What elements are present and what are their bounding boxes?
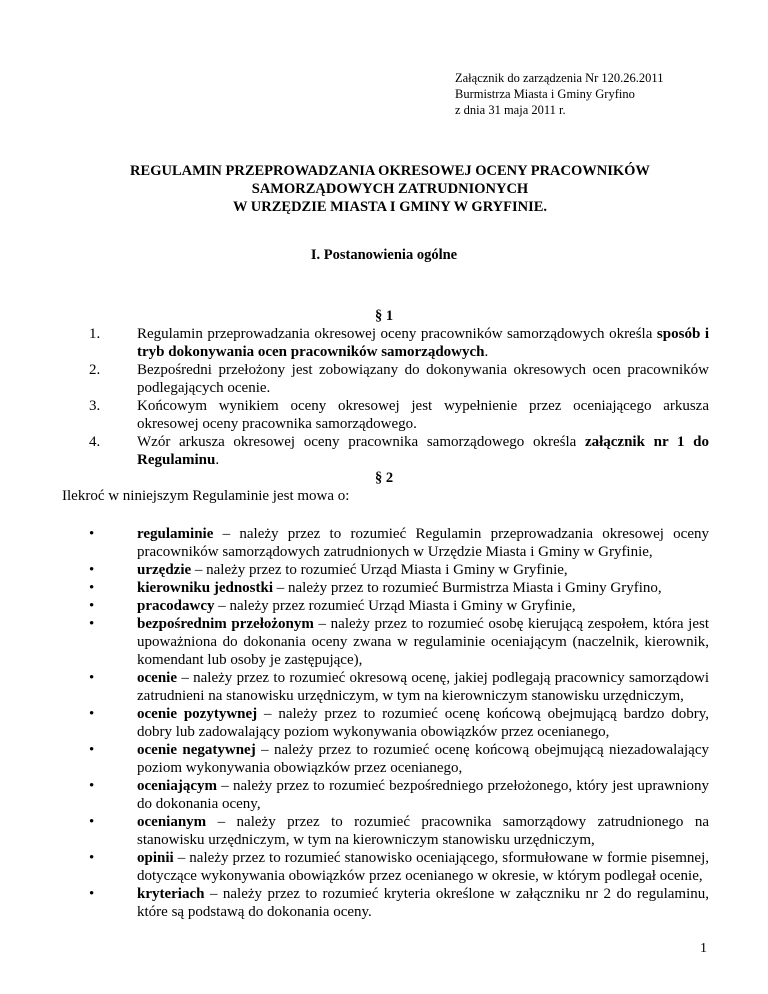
definition-body: – należy przez to rozumieć osobę kierującą zespołem, która jest upoważniona do dokonania oceny zwana w regulaminie oceniającym (naczelnik, kierownik, komendant lub osoby je zastępujące), xyxy=(137,616,709,668)
definition-body: – należy przez to rozumieć pracownika samorządowy zatrudnionego na stanowisku urzędniczym, w tym na kierowniczym stanowisku urzędniczym, xyxy=(137,814,709,848)
bullet-icon: • xyxy=(89,616,95,632)
definition-term: ocenie xyxy=(137,670,177,686)
definition-text xyxy=(137,813,709,849)
title-line-3: W URZĘDZIE MIASTA I GMINY W GRYFINIE. xyxy=(232,199,548,215)
definition-body: – należy przez to rozumieć Urząd Miasta i Gminy w Gryfinie, xyxy=(191,562,568,578)
bullet-icon: • xyxy=(89,598,95,614)
item-number: 2. xyxy=(89,362,101,378)
page-number: 1 xyxy=(700,941,707,956)
definition-body: – należy przez to rozumieć Burmistrza Miasta i Gminy Gryfino, xyxy=(273,580,662,596)
definition-text xyxy=(137,777,709,813)
definition-term: pracodawcy xyxy=(137,598,215,614)
bullet-icon: • xyxy=(89,742,95,758)
definition-text xyxy=(137,579,709,597)
attachment-line-1: Załącznik do zarządzenia Nr 120.26.2011 xyxy=(455,71,664,85)
definition-term: ocenie negatywnej xyxy=(137,742,256,758)
definition-term: ocenie pozytywnej xyxy=(137,706,258,722)
definition-text xyxy=(137,525,709,561)
bullet-icon: • xyxy=(89,562,95,578)
definition-term: ocenianym xyxy=(137,814,207,830)
section-heading: I. Postanowienia ogólne xyxy=(310,247,458,263)
definition-term: opinii xyxy=(137,850,174,866)
definition-text xyxy=(137,741,709,777)
definition-body: – należy przez rozumieć Urząd Miasta i Gminy w Gryfinie, xyxy=(214,598,576,614)
definition-text xyxy=(137,885,709,921)
paragraph-2-intro: Ilekroć w niniejszym Regulaminie jest mowa o: xyxy=(62,488,350,504)
definition-text xyxy=(137,705,709,741)
definition-text xyxy=(137,597,709,615)
definition-term: oceniającym xyxy=(137,778,217,794)
attachment-note xyxy=(455,70,663,118)
bullet-icon: • xyxy=(89,706,95,722)
definition-text xyxy=(137,561,709,579)
item-text: Wzór arkusza okresowej oceny pracownika samorządowego określa załącznik nr 1 do Regulaminu. xyxy=(137,434,709,468)
definition-term: kryteriach xyxy=(137,886,205,902)
definition-body: – należy przez to rozumieć ocenę końcową obejmującą niezadowalający poziom wykonywania obowiązków przez ocenianego, xyxy=(137,742,709,776)
definition-text xyxy=(137,615,709,669)
bullet-icon: • xyxy=(89,850,95,866)
attachment-line-2: Burmistrza Miasta i Gminy Gryfino xyxy=(455,87,635,101)
item-number: 1. xyxy=(89,326,101,342)
item-text: Regulamin przeprowadzania okresowej oceny pracowników samorządowych określa sposób i tryb dokonywania ocen pracowników samorządowych. xyxy=(137,326,709,360)
definition-term: urzędzie xyxy=(137,562,192,578)
item-number: 4. xyxy=(89,434,101,450)
paragraph-2-heading: § 2 xyxy=(374,470,394,486)
attachment-line-3: z dnia 31 maja 2011 r. xyxy=(455,103,566,117)
title-line-2: SAMORZĄDOWYCH ZATRUDNIONYCH xyxy=(251,181,529,197)
bullet-icon: • xyxy=(89,670,95,686)
definition-body: – należy przez to rozumieć ocenę końcową obejmującą bardzo dobry, dobry lub zadowalający poziom wykonywania obowiązków przez ocenianego, xyxy=(137,706,709,740)
definition-body: – należy przez to rozumieć stanowisko oceniającego, sformułowane w formie pisemnej, dotyczące wykonywania obowiązków przez ocenianego w okresie, w którym podlegał ocenie, xyxy=(137,850,709,884)
definition-text xyxy=(137,849,709,885)
paragraph-1-heading: § 1 xyxy=(374,308,394,324)
item-number: 3. xyxy=(89,398,101,414)
definition-body: – należy przez to rozumieć okresową ocenę, jakiej podlegają pracownicy samorządowi zatrudnieni na stanowisku urzędniczym, w tym na kierowniczym stanowisku urzędniczym, xyxy=(137,670,709,704)
definition-body: – należy przez to rozumieć bezpośredniego przełożonego, który jest uprawniony do dokonania oceny, xyxy=(137,778,709,812)
bullet-icon: • xyxy=(89,778,95,794)
bullet-icon: • xyxy=(89,886,95,902)
title-line-1: REGULAMIN PRZEPROWADZANIA OKRESOWEJ OCENY PRACOWNIKÓW xyxy=(130,163,650,179)
definition-body: – należy przez to rozumieć kryteria określone w załączniku nr 2 do regulaminu, które są podstawą do dokonania oceny. xyxy=(137,886,709,920)
definition-body: – należy przez to rozumieć Regulamin przeprowadzania okresowej oceny pracowników samorządowych zatrudnionych w Urzędzie Miasta i Gminy w Gryfinie, xyxy=(137,526,709,560)
item-text: Bezpośredni przełożony jest zobowiązany do dokonywania okresowych ocen pracowników podlegających ocenie. xyxy=(137,362,709,396)
definition-text xyxy=(137,669,709,705)
document-title xyxy=(80,162,700,216)
bullet-icon: • xyxy=(89,814,95,830)
definition-term: bezpośrednim przełożonym xyxy=(137,616,314,632)
item-text: Końcowym wynikiem oceny okresowej jest wypełnienie przez oceniającego arkusza okresowej oceny pracownika samorządowego. xyxy=(137,398,709,432)
definition-term: regulaminie xyxy=(137,526,214,542)
bullet-icon: • xyxy=(89,580,95,596)
bullet-icon: • xyxy=(89,526,95,542)
definition-term: kierowniku jednostki xyxy=(137,580,274,596)
